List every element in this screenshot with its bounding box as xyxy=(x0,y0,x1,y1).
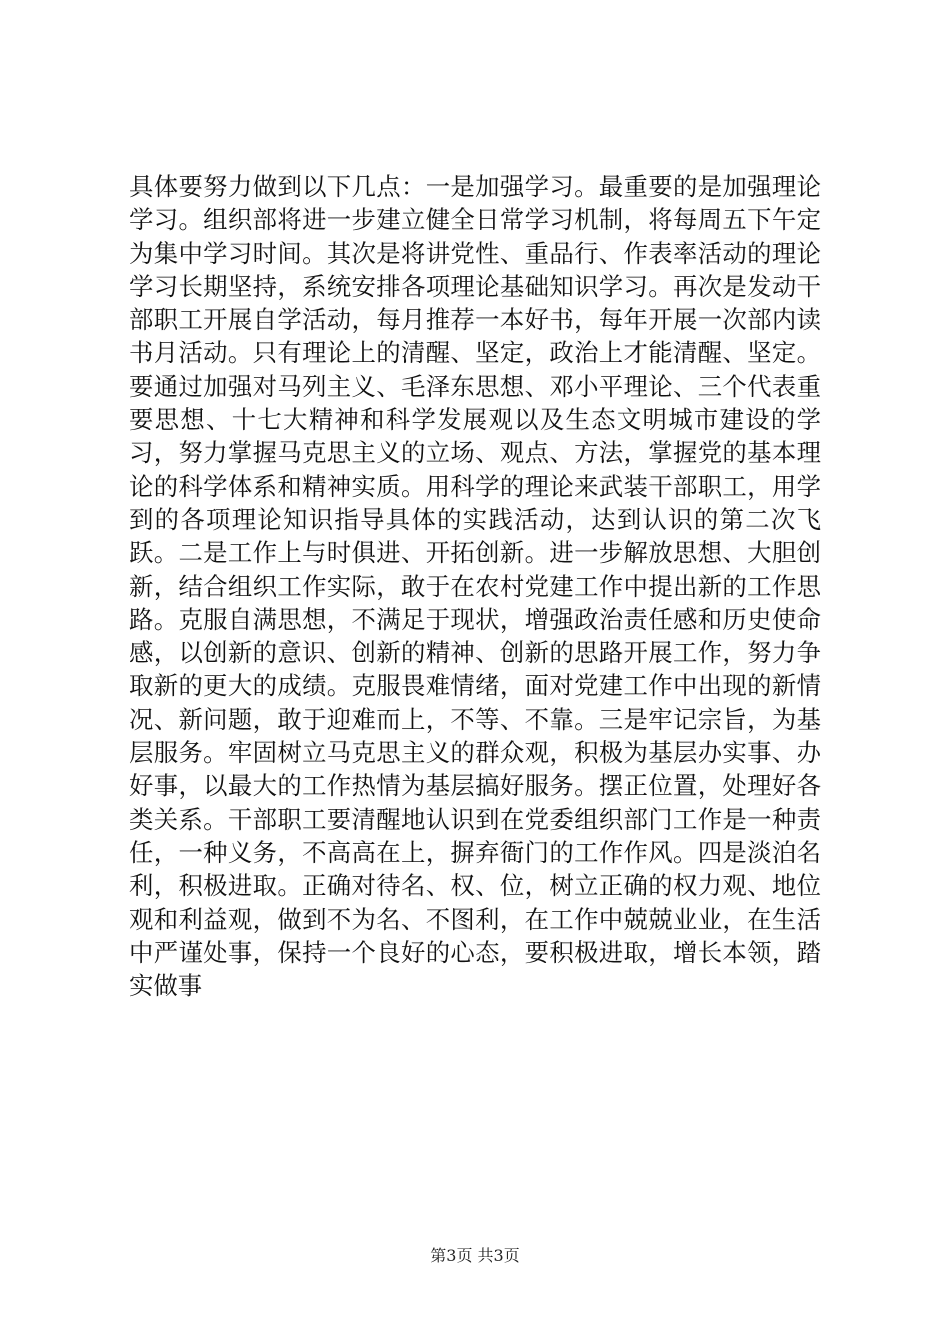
page-footer: 第3页 共3页 xyxy=(430,1246,520,1265)
body-paragraph: 具体要努力做到以下几点：一是加强学习。最重要的是加强理论学习。组织部将进一步建立健全日常学习机制，将每周五下午定为集中学习时间。其次是将讲党性、重品行、作表率活动的理论学习长期坚持，系统安排各项理论基础知识学习。再次是发动干部职工开展自学活动，每月推荐一本好书，每年开展一次部内读书月活动。只有理论上的清醒、坚定，政治上才能清醒、坚定。要通过加强对马列主义、毛泽东思想、邓小平理论、三个代表重要思想、十七大精神和科学发展观以及生态文明城市建设的学习，努力掌握马克思主义的立场、观点、方法，掌握党的基本理论的科学体系和精神实质。用科学的理论来武装干部职工，用学到的各项理论知识指导具体的实践活动，达到认识的第二次飞跃。二是工作上与时俱进、开拓创新。进一步解放思想、大胆创新，结合组织工作实际，敢于在农村党建工作中提出新的工作思路。克服自满思想，不满足于现状，增强政治责任感和历史使命感，以创新的意识、创新的精神、创新的思路开展工作，努力争取新的更大的成绩。克服畏难情绪，面对党建工作中出现的新情况、新问题，敢于迎难而上，不等、不靠。三是牢记宗旨，为基层服务。牢固树立马克思主义的群众观，积极为基层办实事、办好事，以最大的工作热情为基层搞好服务。摆正位置，处理好各类关系。干部职工要清醒地认识到在党委组织部门工作是一种责任，一种义务，不高高在上，摒弃衙门的工作作风。四是淡泊名利，积极进取。正确对待名、权、位，树立正确的权力观、地位观和利益观，做到不为名、不图利，在工作中兢兢业业，在生活中严谨处事，保持一个良好的心态，要积极进取，增长本领，踏实做事 xyxy=(129,172,821,1001)
